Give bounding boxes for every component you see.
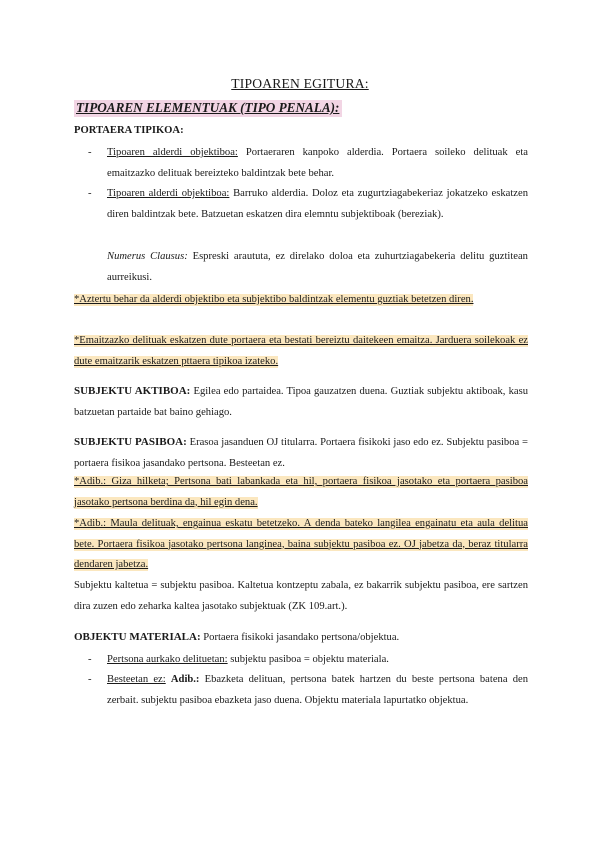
kaltetua-paragraph: Subjektu kaltetua = subjektu pasiboa. Kaltetua kontzeptu zabala, ez bakarrik subjektu pasiboa, ere sartzen dira zuzen edo zeharka kaltea jasotako subjektuak (ZK 109.art.). <box>74 580 528 612</box>
aktiboa-paragraph <box>74 381 528 423</box>
aktiboa-heading: SUBJEKTU AKTIBOA: <box>74 385 191 397</box>
list-dash: - <box>88 147 92 158</box>
pasiboa-example-2 <box>74 514 528 576</box>
aktiboa-text: Egilea edo partaidea. Tipoa gauzatzen duena. Guztiak subjektu aktiboak, kasu batzuetan partaide bat baino gehiago. <box>74 386 528 418</box>
numerus-clausus-text: Espreski araututa, ez direlako doloa eta zuhurtziagabekeria delitu guztitean aurreikusi. <box>107 251 528 283</box>
highlighted-note: *Aztertu behar da alderdi objektibo eta subjektibo baldintzak elementu guztiak betetzen diren. <box>74 294 474 305</box>
pasiboa-paragraph <box>74 432 528 474</box>
portaera-item1-text: Portaeraren kanpoko alderdia. Portaera soileko delituak eta emaitzazko delituak bereizteko baldintzak bete behar. <box>107 147 528 179</box>
list-dash: - <box>88 654 92 665</box>
portaera-heading: PORTAERA TIPIKOA: <box>74 125 184 136</box>
objektua-text: Portaera fisikoki jasandako pertsona/objektua. <box>200 632 400 643</box>
objektua-item2-text: Ebazketa delituan, pertsona batek hartzen du beste pertsona batena den zerbait. subjektu pasiboa ebazketa jaso duena. Objektu materiala lapurtatko objektua. <box>107 674 529 706</box>
pasiboa-heading: SUBJEKTU PASIBOA: <box>74 436 187 448</box>
objektua-item1-term: Pertsona aurkako delituetan: <box>107 654 228 665</box>
numerus-clausus-paragraph <box>88 247 528 288</box>
portaera-item2-term: Tipoaren alderdi objektiboa: <box>107 188 230 199</box>
page-title: TIPOAREN EGITURA: <box>231 76 369 91</box>
portaera-list-item-1 <box>88 143 528 184</box>
portaera-item2-text: Barruko alderdia. Doloz eta zugurtziagabekeriaz jokatzeko eskatzen diren baldintzak bete. Batzuetan eskatzen dira elemntu subjektiboak (bereziak). <box>107 188 528 220</box>
objektua-item1-text: subjektu pasiboa = objektu materiala. <box>227 654 389 665</box>
pasiboa-example-1 <box>74 472 528 513</box>
objektua-item2-label: Adib.: <box>170 674 200 685</box>
portaera-note-2 <box>74 331 528 372</box>
highlighted-example: *Adib.: Maula delituak, engainua eskatu betetzeko. A denda bateko langilea engainatu eta aula delitua bete. Portaera fisikoa jasotako pertsona langinea, baina subjektu pasiboa ez. OJ jabetza da, beraz titularra dendaren jabetza. <box>74 518 528 570</box>
objektua-heading: OBJEKTU MATERIALA: <box>74 631 201 643</box>
portaera-note-1 <box>74 290 528 311</box>
objektua-item2-term: Besteetan ez: <box>107 674 166 685</box>
portaera-list-item-2 <box>88 184 528 225</box>
pasiboa-text: Erasoa jasanduen OJ titularra. Portaera fisikoki jaso edo ez. Subjektu pasiboa = portaera fisikoa jasandako pertsona. Besteetan ez. <box>74 437 528 469</box>
objektua-list-item-1 <box>88 650 528 671</box>
objektua-list-item-2 <box>88 670 528 711</box>
highlighted-note: *Emaitzazko delituak eskatzen dute portaera eta bestati bereiztu daitekeen emaitza. Jarduera soilekoak ez dute emaitzarik eskatzen pttaera tipikoa izateko. <box>74 335 528 367</box>
numerus-clausus-term: Numerus Clausus: <box>107 251 188 262</box>
section-subtitle: TIPOAREN ELEMENTUAK (TIPO PENALA): <box>74 100 342 117</box>
objektua-paragraph <box>74 627 528 649</box>
portaera-item1-term: Tipoaren alderdi objektiboa: <box>107 147 238 158</box>
list-dash: - <box>88 674 92 685</box>
list-dash: - <box>88 188 92 199</box>
highlighted-example: *Adib.: Giza hilketa; Pertsona bati labankada eta hil, portaera fisikoa jasotako eta portaera pasiboa jasotako pertsona berdina da, hil egin dena. <box>74 476 528 508</box>
